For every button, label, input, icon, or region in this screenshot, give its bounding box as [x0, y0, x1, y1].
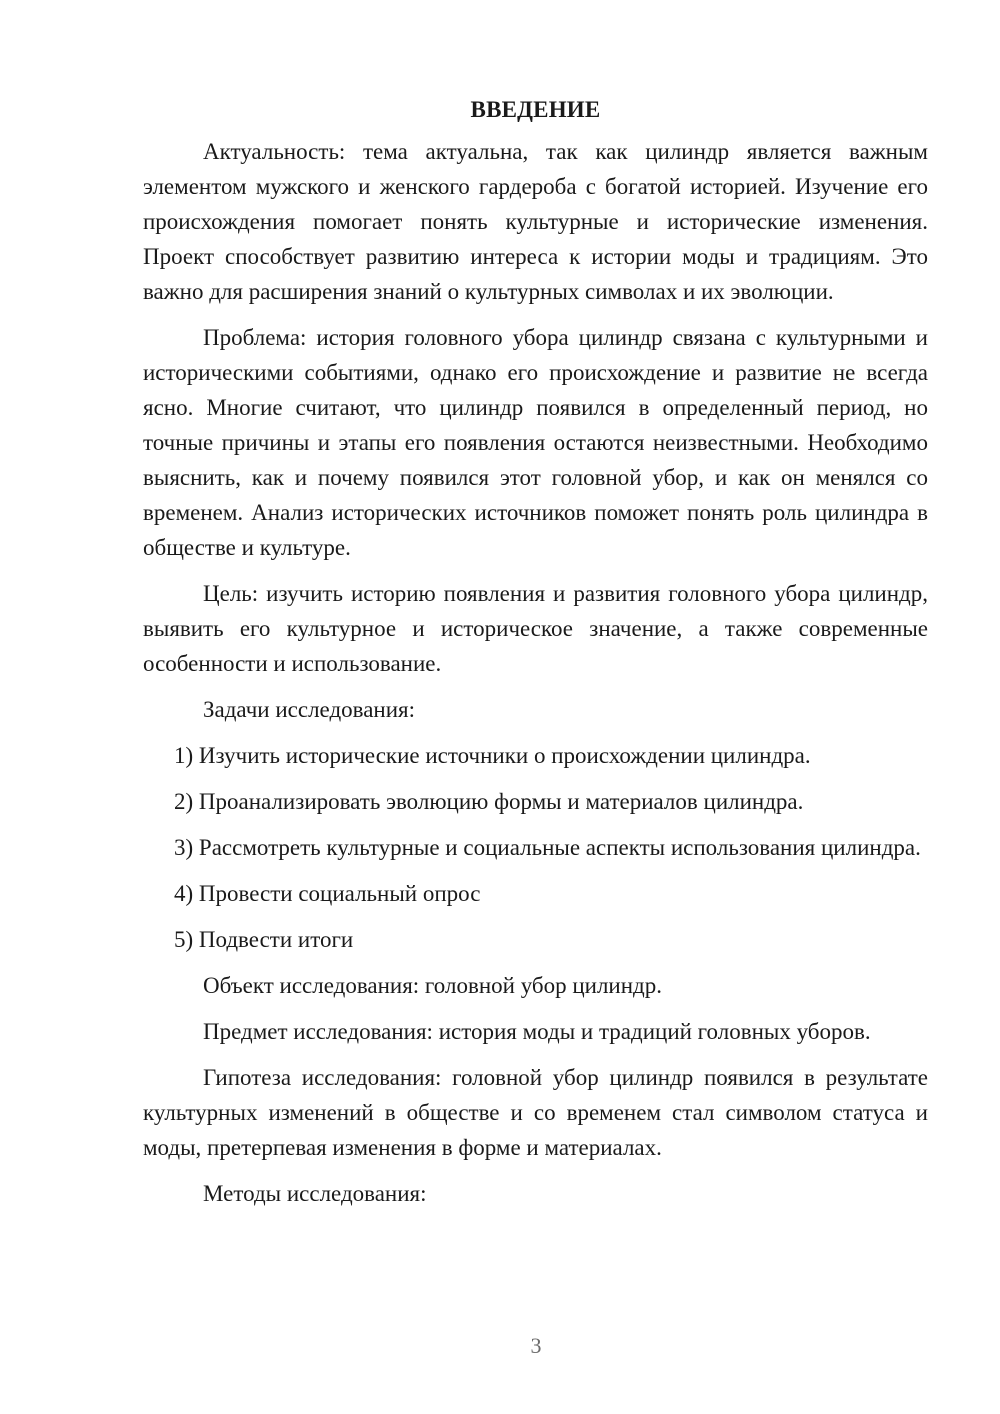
paragraph-problem: Проблема: история головного убора цилиндр связана с культурными и историческими событиями, однако его происхождение и развитие не всегда ясно. Многие считают, что цилиндр появился в определенный период, но точные причины и этапы его появления остаются неизвестными. Необходимо выяснить, как и почему появился этот головной убор, и как он менялся со временем. Анализ исторических источников поможет понять роль цилиндра в обществе и культуре.	[143, 325, 928, 560]
paragraph-hypothesis: Гипотеза исследования: головной убор цилиндр появился в результате культурных изменений в обществе и со временем стал символом статуса и моды, претерпевая изменения в форме и материалах.	[143, 1065, 928, 1160]
paragraph-goal: Цель: изучить историю появления и развития головного убора цилиндр, выявить его культурное и историческое значение, а также современные особенности и использование.	[143, 581, 928, 676]
paragraph-object: Объект исследования: головной убор цилиндр.	[203, 973, 663, 998]
page-content	[143, 92, 928, 1222]
task-item-5: 5) Подвести итоги	[174, 927, 354, 952]
page-number: 3	[530, 1333, 542, 1358]
task-item-3: 3) Рассмотреть культурные и социальные аспекты использования цилиндра.	[174, 835, 921, 860]
task-item-1: 1) Изучить исторические источники о происхождении цилиндра.	[174, 743, 811, 768]
paragraph-methods: Методы исследования:	[203, 1181, 427, 1206]
task-item-4: 4) Провести социальный опрос	[174, 881, 481, 906]
paragraph-subject: Предмет исследования: история моды и традиций головных уборов.	[203, 1019, 871, 1044]
paragraph-tasks-heading: Задачи исследования:	[203, 697, 416, 722]
paragraph-relevance: Актуальность: тема актуальна, так как цилиндр является важным элементом мужского и женского гардероба с богатой историей. Изучение его происхождения помогает понять культурные и исторические изменения. Проект способствует развитию интереса к истории моды и традициям. Это важно для расширения знаний о культурных символах и их эволюции.	[143, 139, 928, 304]
section-title: ВВЕДЕНИЕ	[470, 97, 601, 122]
task-item-2: 2) Проанализировать эволюцию формы и материалов цилиндра.	[174, 789, 804, 814]
